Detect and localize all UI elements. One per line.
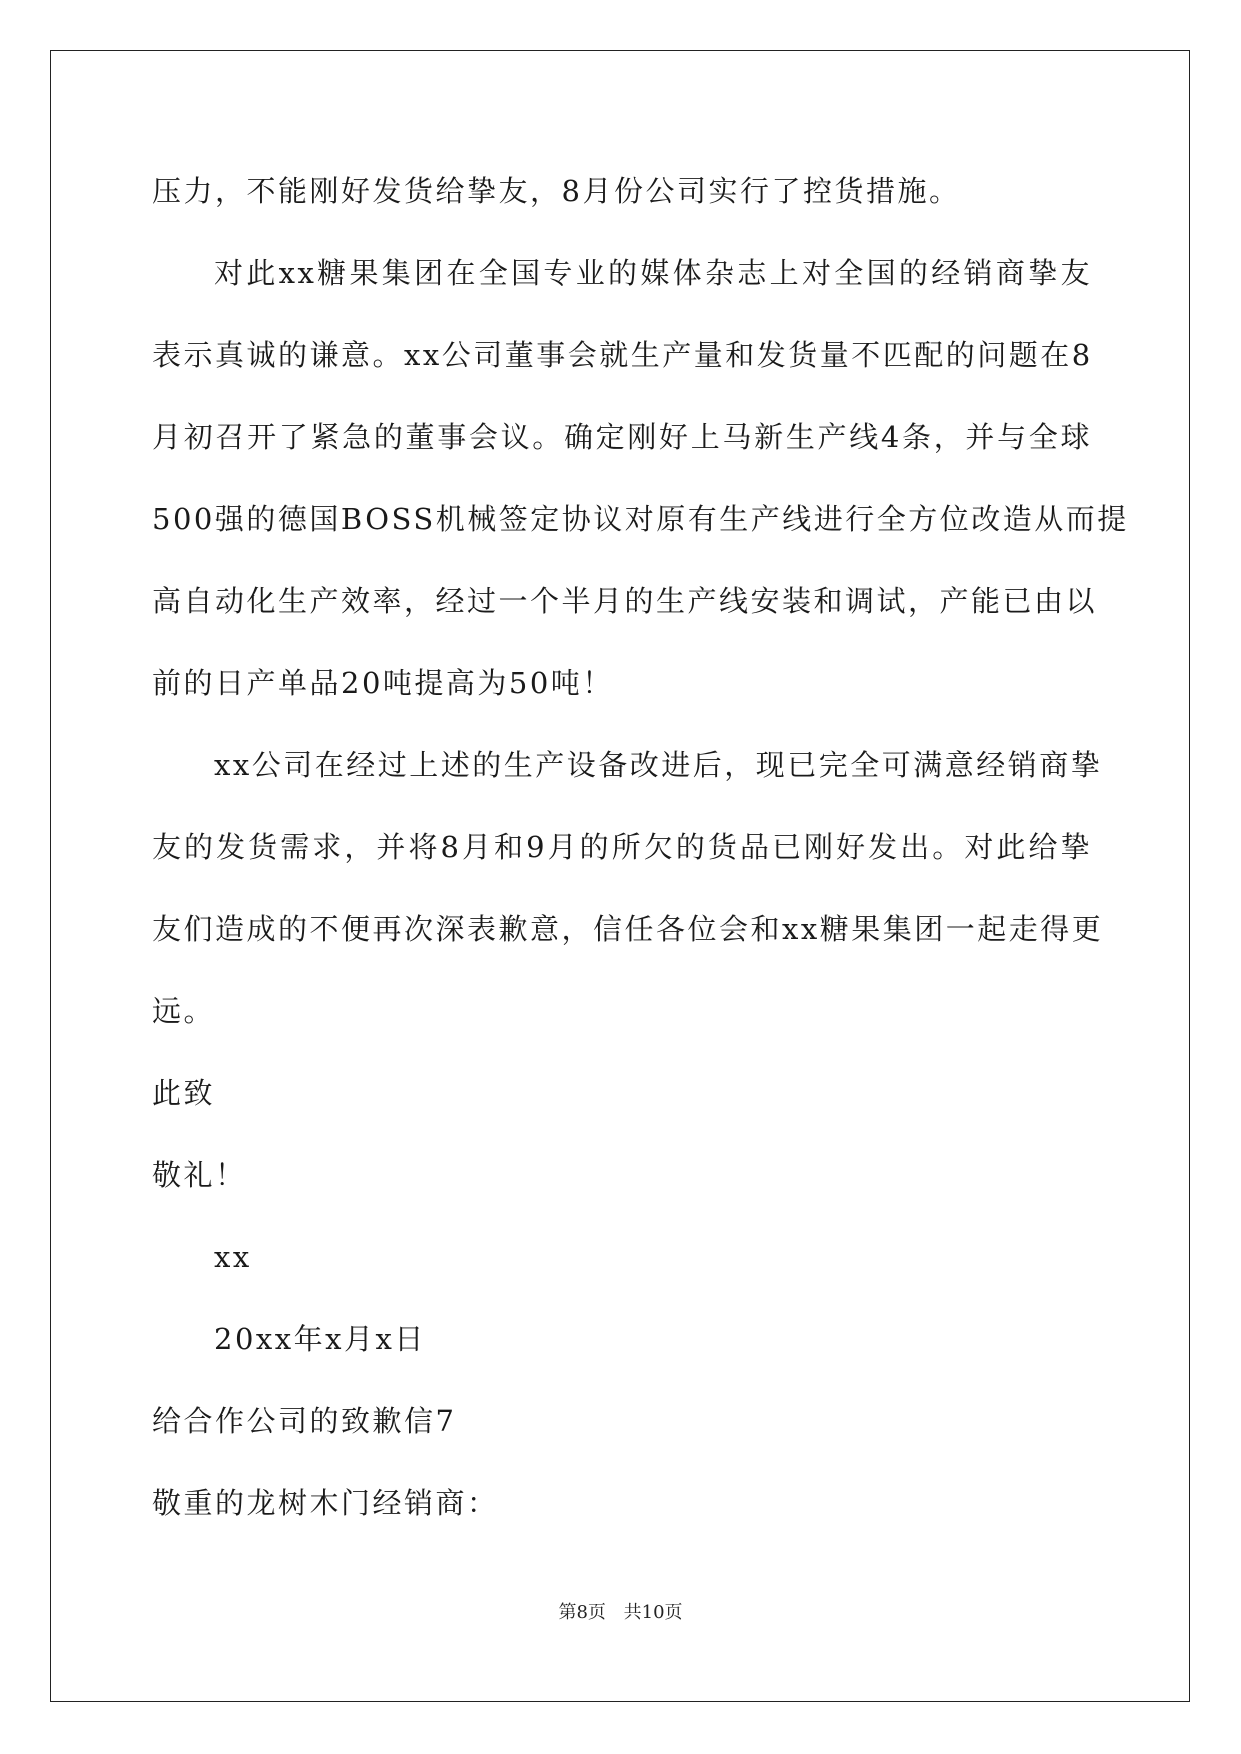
closing-regards: 敬礼！	[152, 1158, 247, 1192]
closing-salutation: 此致	[152, 1076, 216, 1110]
paragraph-line: 表示真诚的谦意。xx公司董事会就生产量和发货量不匹配的问题在8	[152, 338, 1093, 372]
paragraph-line: 压力，不能刚好发货给挚友，8月份公司实行了控货措施。	[152, 174, 961, 208]
page-footer	[0, 1598, 1241, 1624]
paragraph-line: 月初召开了紧急的董事会议。确定刚好上马新生产线4条，并与全球	[152, 420, 1092, 454]
page-number: 第8页	[558, 1602, 606, 1623]
signature: xx	[214, 1240, 252, 1274]
next-letter-title: 给合作公司的致歉信7	[152, 1404, 457, 1438]
paragraph-line: 前的日产单品20吨提高为50吨！	[152, 666, 614, 700]
document-body	[152, 150, 1129, 1544]
page-total: 共10页	[623, 1602, 683, 1623]
next-letter-greeting: 敬重的龙树木门经销商：	[152, 1486, 499, 1520]
paragraph-line: xx公司在经过上述的生产设备改进后，现已完全可满意经销商挚	[214, 748, 1103, 782]
paragraph-line: 500强的德国BOSS机械签定协议对原有生产线进行全方位改造从而提	[152, 502, 1129, 536]
letter-date: 20xx年x月x日	[214, 1322, 426, 1356]
paragraph-line: 友的发货需求，并将8月和9月的所欠的货品已刚好发出。对此给挚	[152, 830, 1092, 864]
paragraph-line: 友们造成的不便再次深表歉意，信任各位会和xx糖果集团一起走得更	[152, 912, 1104, 946]
paragraph-line: 高自动化生产效率，经过一个半月的生产线安装和调试，产能已由以	[152, 584, 1098, 618]
paragraph-line: 对此xx糖果集团在全国专业的媒体杂志上对全国的经销商挚友	[214, 256, 1092, 290]
paragraph-line: 远。	[152, 994, 216, 1028]
